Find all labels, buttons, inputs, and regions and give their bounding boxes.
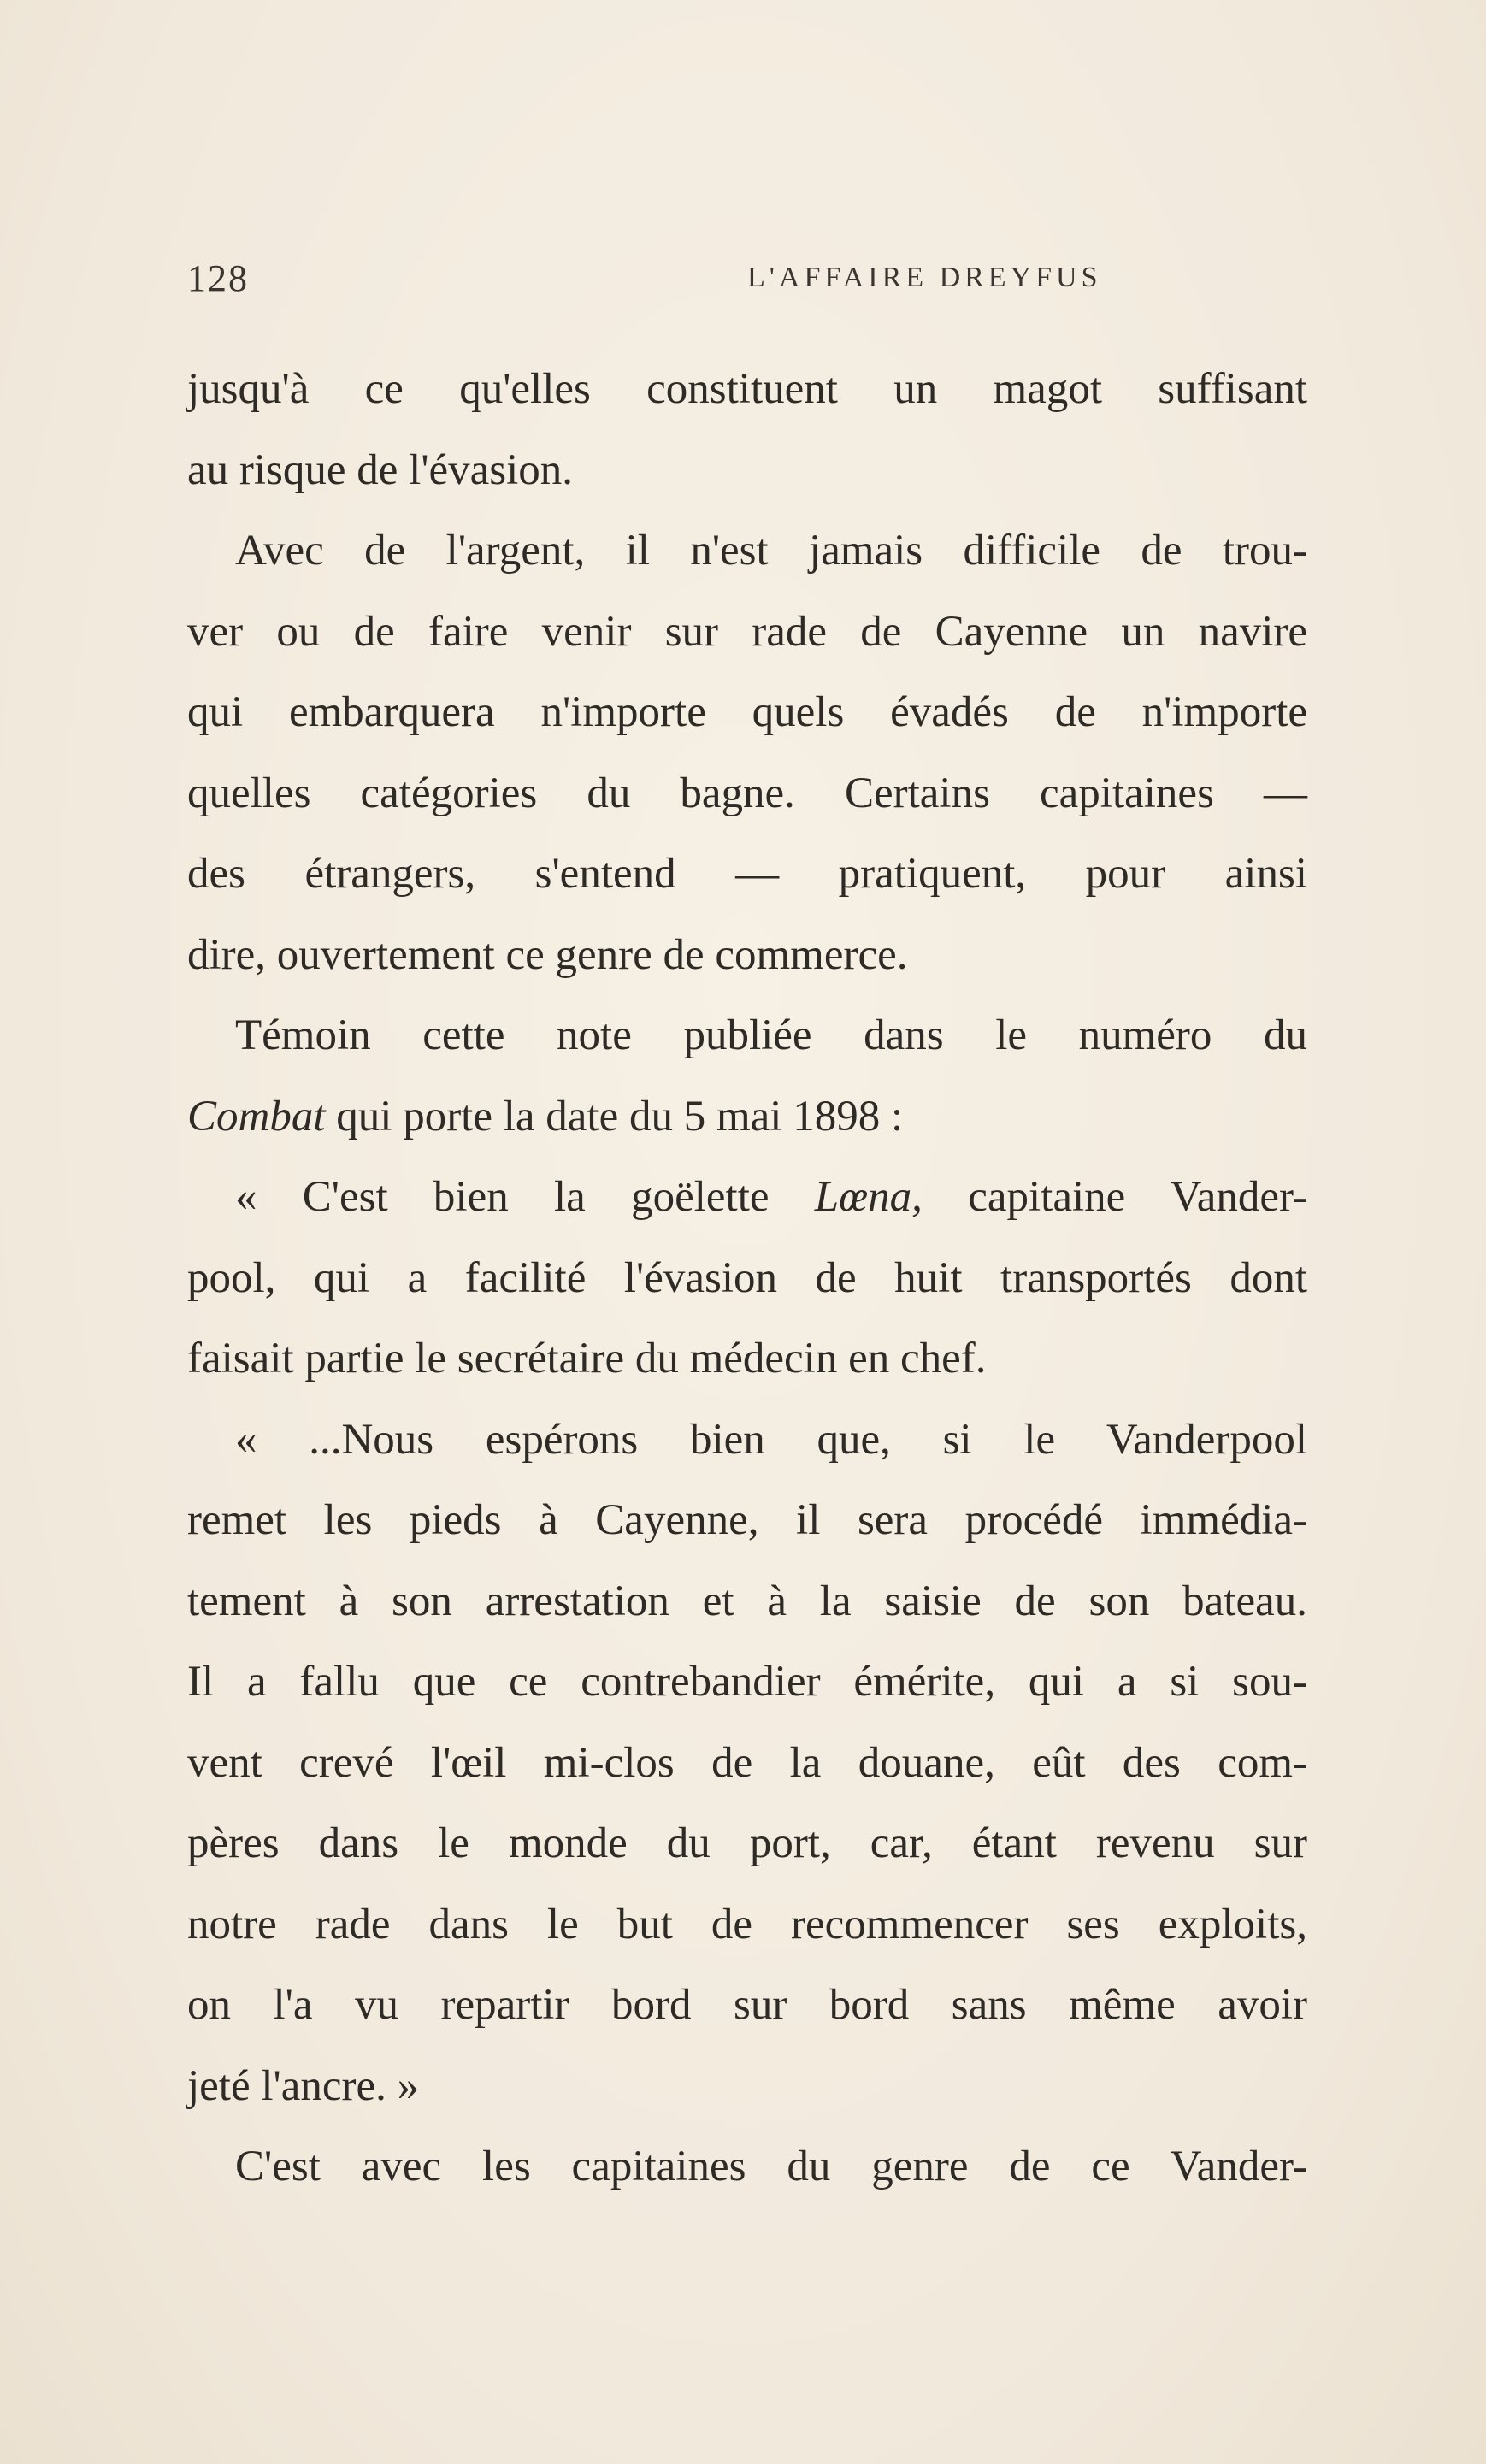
text-line: pool, qui a facilité l'évasion de huit transportés dont [187, 1253, 1307, 1302]
text-line: des étrangers, s'entend — pratiquent, pour ainsi [187, 850, 1307, 898]
body-text [187, 349, 1307, 2208]
page-number: 128 [187, 257, 249, 299]
paragraph-start-line: Avec de l'argent, il n'est jamais difficile de trou- [235, 527, 1307, 575]
text-line: pères dans le monde du port, car, étant revenu sur [187, 1819, 1307, 1867]
text-line [187, 1076, 1307, 1158]
text-fragment: capitaine Vander- [968, 1173, 1308, 1221]
text-line: jusqu'à ce qu'elles constituent un magot suffisant [187, 365, 1307, 413]
quote-start-line [187, 1157, 1307, 1238]
running-head [187, 256, 1307, 299]
text-line: quelles catégories du bagne. Certains capitaines — [187, 769, 1307, 817]
running-title: L'AFFAIRE DREYFUS [747, 262, 1102, 293]
text-line: qui embarquera n'importe quels évadés de n'importe [187, 688, 1307, 736]
text-line: faisait partie le secrétaire du médecin en chef. [187, 1335, 987, 1382]
paragraph-start-line: Témoin cette note publiée dans le numéro du [235, 1011, 1307, 1059]
text-line: remet les pieds à Cayenne, il sera procédé immédia- [187, 1496, 1307, 1544]
text-fragment: qui porte la date du 5 mai 1898 : [336, 1092, 904, 1141]
text-line: dire, ouvertement ce genre de commerce. [187, 930, 908, 979]
text-fragment: « C'est bien la goëlette [235, 1173, 770, 1221]
text-line: on l'a vu repartir bord sur bord sans même avoir [187, 1981, 1307, 2029]
text-line: Il a fallu que ce contrebandier émérite, qui a si sou- [187, 1658, 1307, 1706]
text-line: jeté l'ancre. » [187, 2061, 420, 2110]
text-line: notre rade dans le but de recommencer ses exploits, [187, 1900, 1307, 1948]
text-line: au risque de l'évasion. [187, 445, 574, 494]
paragraph-start-line: C'est avec les capitaines du genre de ce Vander- [235, 2143, 1307, 2190]
italic-title-combat: Combat [187, 1092, 326, 1141]
text-line: vent crevé l'œil mi-clos de la douane, eût des com- [187, 1738, 1307, 1787]
text-line: tement à son arrestation et à la saisie de son bateau. [187, 1577, 1307, 1625]
quote-start-line: « ...Nous espérons bien que, si le Vanderpool [235, 1415, 1307, 1464]
text-line: ver ou de faire venir sur rade de Cayenne un navire [187, 607, 1307, 656]
italic-ship-name: Lœna, [814, 1173, 923, 1221]
